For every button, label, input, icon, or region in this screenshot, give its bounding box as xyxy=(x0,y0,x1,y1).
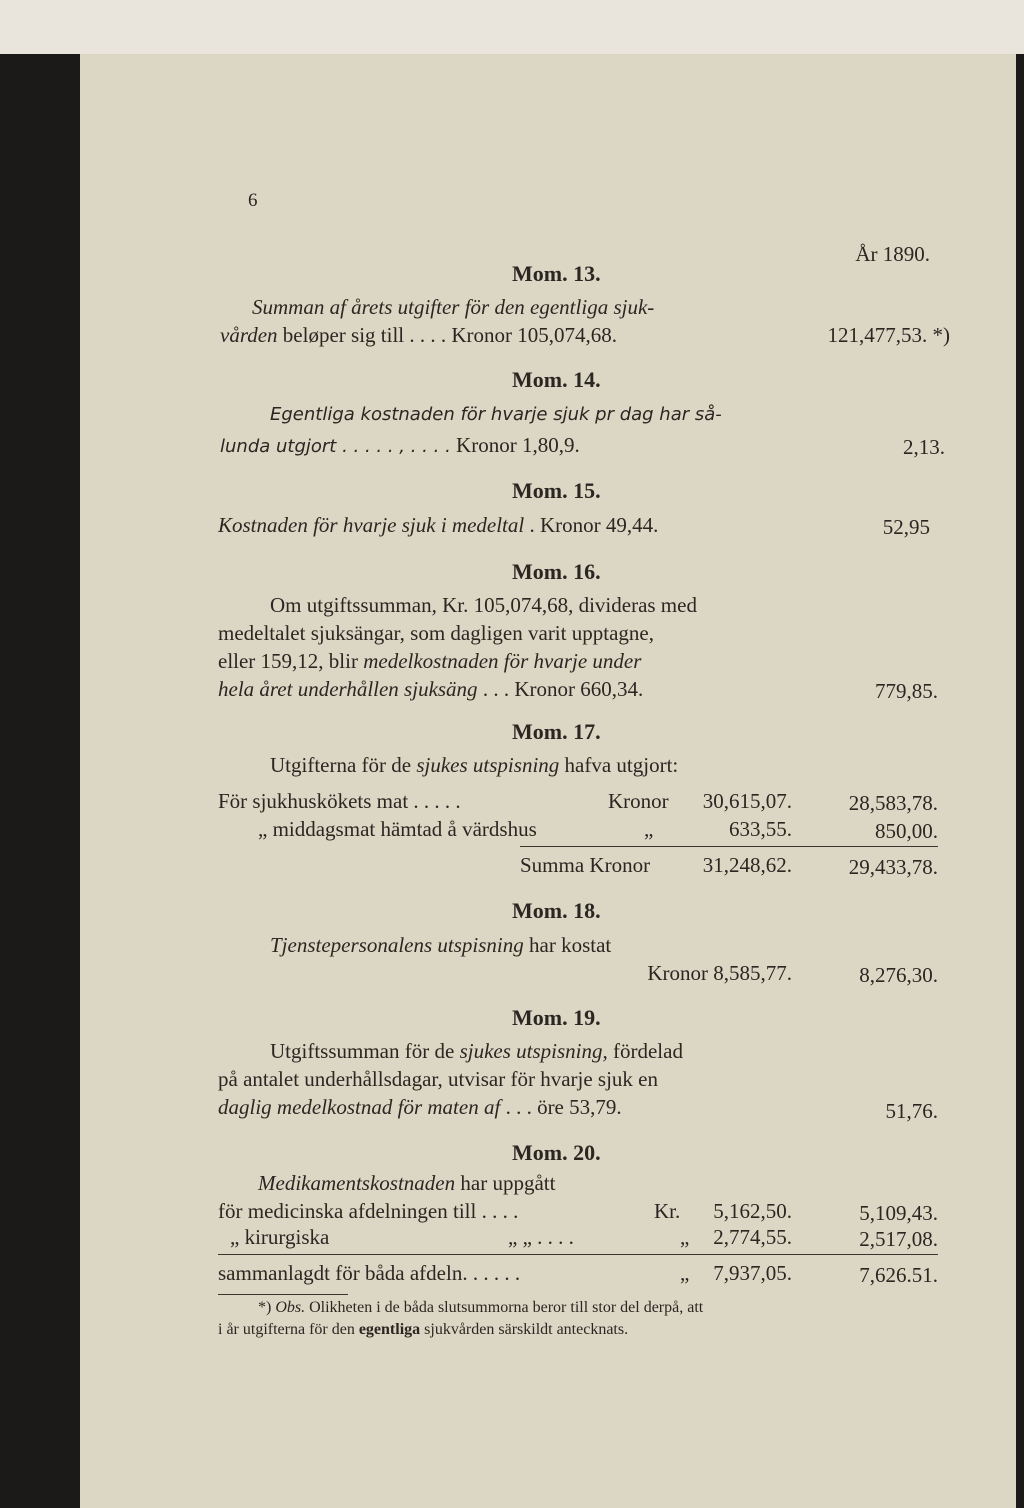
mom-20-row3-v1: 7,937,05. xyxy=(713,1261,792,1285)
mom-19-line1-italic: sjukes utspisning, xyxy=(459,1039,608,1063)
mom-20-row1-v1: 5,162,50. xyxy=(713,1199,792,1223)
mom-15-line-italic: Kostnaden för hvarje sjuk i medeltal xyxy=(218,513,525,537)
mom-13-line2 xyxy=(220,322,617,348)
mom-18-line1-rest: har kostat xyxy=(529,933,612,957)
mom-13-line2-italic: vården xyxy=(220,323,278,347)
mom-19-line1 xyxy=(270,1038,683,1064)
mom-16-line4-rest: . . . Kronor 660,34. xyxy=(482,677,644,701)
mom-19-title: Mom. 19. xyxy=(512,1005,601,1030)
mom-19-line2: på antalet underhållsdagar, utvisar för hvarje sjuk en xyxy=(218,1067,658,1091)
footnote-line2-c: sjukvården särskildt antecknats. xyxy=(424,1321,629,1338)
mom-20-row1-label: för medicinska afdelningen till . . . . xyxy=(218,1199,519,1223)
mom-19-line3-rest: . . . öre 53,79. xyxy=(505,1095,622,1119)
mom-13-line2-rest: beløper sig till . . . . Kronor 105,074,68. xyxy=(282,323,618,347)
mom-15-title: Mom. 15. xyxy=(512,478,601,503)
mom-17-title: Mom. 17. xyxy=(512,719,601,744)
document-page xyxy=(80,54,1016,1508)
scan-top-margin xyxy=(0,0,1024,54)
mom-20-row3-v2: 7,626.51. xyxy=(859,1263,938,1287)
mom-16-title: Mom. 16. xyxy=(512,559,601,584)
mom-20-sum-rule xyxy=(218,1254,938,1255)
mom-20-row2-mid: „ „ . . . . xyxy=(508,1225,574,1249)
footnote-mark: *) xyxy=(258,1299,272,1316)
mom-20-intro-italic: Medikamentskostnaden xyxy=(258,1171,456,1195)
mom-16-line4-italic: hela året underhållen sjuksäng xyxy=(218,677,478,701)
mom-17-row1-v2: 28,583,78. xyxy=(848,791,938,815)
mom-20-row3-unit: „ xyxy=(680,1261,690,1285)
mom-19-value: 51,76. xyxy=(885,1099,938,1123)
mom-17-row2-v1: 633,55. xyxy=(729,817,792,841)
mom-20-intro-rest: har uppgått xyxy=(460,1171,556,1195)
mom-14-line1: Egentliga kostnaden för hvarje sjuk pr dag har så- xyxy=(270,404,722,425)
mom-20-row1-v2: 5,109,43. xyxy=(859,1201,938,1225)
mom-17-sum-v1: 31,248,62. xyxy=(702,853,792,877)
page-number: 6 xyxy=(248,190,258,211)
mom-13-line1 xyxy=(252,294,654,320)
mom-16-line4 xyxy=(218,676,643,702)
mom-17-intro-a: Utgifterna för de xyxy=(270,753,412,777)
mom-15-line-rest: . Kronor 49,44. xyxy=(529,513,659,537)
mom-14-line2 xyxy=(220,432,580,460)
mom-14-line2-italic: lunda utgjort . . . . . , . . . . xyxy=(220,436,451,457)
mom-20-row2-v2: 2,517,08. xyxy=(859,1227,938,1251)
mom-20-row3-label: sammanlagdt för båda afdeln. . . . . . xyxy=(218,1261,521,1285)
mom-13-line1-text: Summan af årets utgifter för den egentliga sjuk- xyxy=(252,295,655,319)
mom-16-line1: Om utgiftssumman, Kr. 105,074,68, divideras med xyxy=(270,593,697,617)
footnote-line2 xyxy=(218,1320,628,1340)
mom-14-line2-rest: Kronor 1,80,9. xyxy=(456,433,580,457)
mom-16-line3 xyxy=(218,648,641,674)
mom-18-value: 8,276,30. xyxy=(859,963,938,987)
mom-18-line1 xyxy=(270,932,611,958)
scan-left-margin xyxy=(0,54,80,1508)
mom-17-row1-unit: Kronor xyxy=(608,789,669,813)
footnote-line2-a: i år utgifterna för den xyxy=(218,1321,355,1338)
mom-15-value: 52,95 xyxy=(882,515,930,539)
mom-14-title: Mom. 14. xyxy=(512,367,601,392)
mom-13-value: 121,477,53. *) xyxy=(827,323,950,347)
mom-17-sum-label: Summa Kronor xyxy=(520,853,651,877)
mom-19-line1-b: fördelad xyxy=(612,1039,683,1063)
mom-13-title: Mom. 13. xyxy=(512,261,601,286)
footnote-obs: Obs. xyxy=(275,1299,306,1316)
footnote-line2-b: egentliga xyxy=(358,1321,421,1338)
mom-17-intro-b: hafva utgjort: xyxy=(564,753,679,777)
mom-16-value: 779,85. xyxy=(875,679,938,703)
mom-20-row2-label: „ kirurgiska xyxy=(230,1225,330,1249)
mom-19-line3-italic: daglig medelkostnad för maten af xyxy=(218,1095,501,1119)
mom-17-sum-v2: 29,433,78. xyxy=(848,855,938,879)
mom-16-line3-italic: medelkostnaden för hvarje under xyxy=(363,649,642,673)
mom-17-row1-v1: 30,615,07. xyxy=(702,789,792,813)
mom-18-title: Mom. 18. xyxy=(512,898,601,923)
mom-17-row2-unit: „ xyxy=(644,817,654,841)
mom-17-sum-rule xyxy=(520,846,938,847)
mom-20-title: Mom. 20. xyxy=(512,1140,601,1165)
mom-20-row2-v1: 2,774,55. xyxy=(713,1225,792,1249)
mom-15-line xyxy=(218,512,658,538)
mom-18-line1-italic: Tjenstepersonalens utspisning xyxy=(270,933,524,957)
mom-17-intro xyxy=(270,752,678,778)
footnote-rule xyxy=(218,1294,348,1295)
mom-14-value: 2,13. xyxy=(903,435,945,459)
mom-18-line2: Kronor 8,585,77. xyxy=(647,961,792,985)
mom-20-row2-unit: „ xyxy=(680,1225,690,1249)
mom-17-row2-label: „ middagsmat hämtad å värdshus xyxy=(258,817,537,841)
mom-17-row2-v2: 850,00. xyxy=(875,819,938,843)
footnote-line1 xyxy=(258,1298,703,1318)
mom-19-line1-a: Utgiftssumman för de xyxy=(270,1039,455,1063)
footnote-line1-text: Olikheten i de båda slutsummorna beror till stor del derpå, att xyxy=(309,1299,704,1316)
mom-16-line2: medeltalet sjuksängar, som dagligen varit upptagne, xyxy=(218,621,654,645)
mom-16-line3-a: eller 159,12, blir xyxy=(218,649,358,673)
mom-17-row1-label: För sjukhuskökets mat . . . . . xyxy=(218,789,461,813)
mom-20-intro xyxy=(258,1170,555,1196)
mom-20-row1-unit: Kr. xyxy=(654,1199,681,1223)
year-header: År 1890. xyxy=(855,242,930,266)
mom-17-intro-italic: sjukes utspisning xyxy=(416,753,560,777)
mom-19-line3 xyxy=(218,1094,622,1120)
